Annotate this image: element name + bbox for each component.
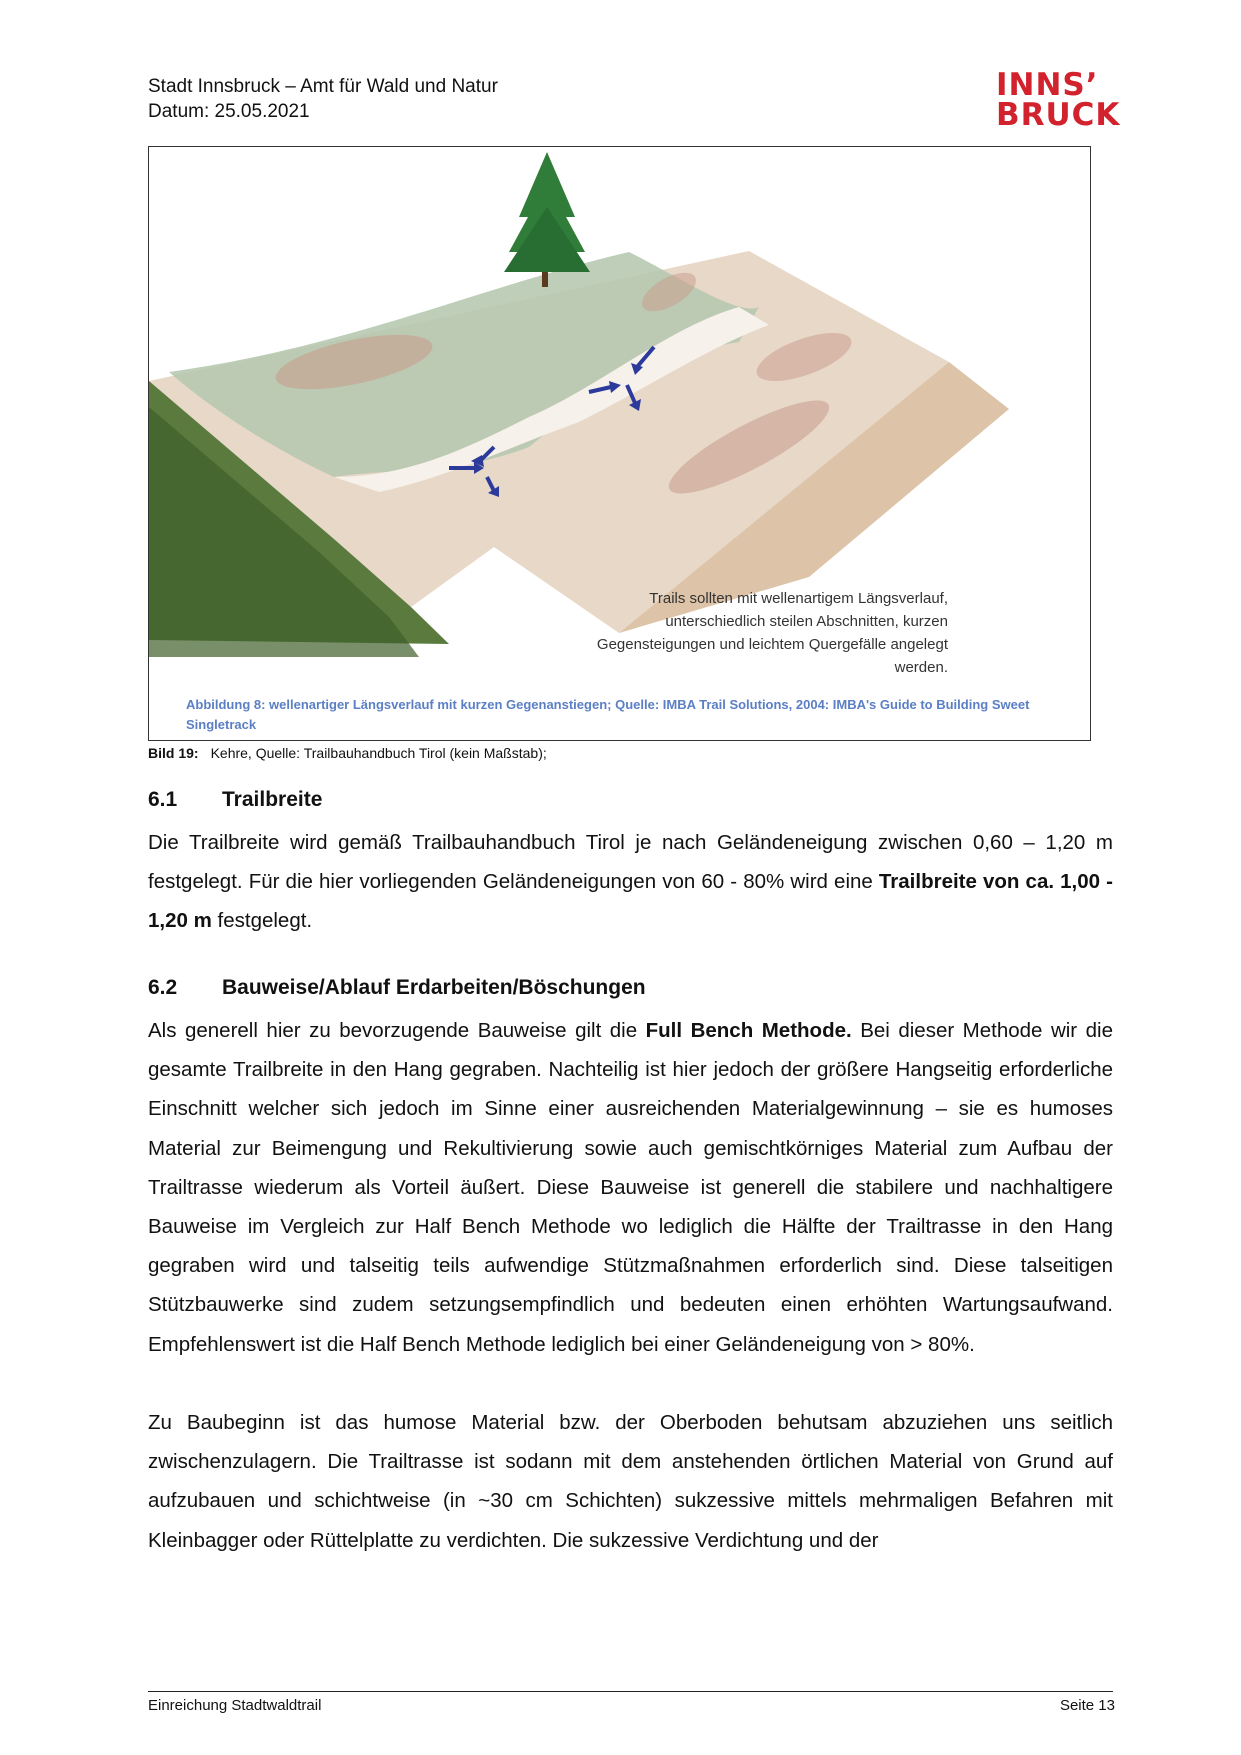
- header-date: Datum: 25.05.2021: [148, 101, 310, 122]
- section-number: 6.1: [148, 788, 178, 811]
- text-run: Die Trailbreite wird gemäß Trailbauhandbuch Tirol je nach Geländeneigung zwischen 0,60 – 1,20 m festgelegt. Für die hier vorliegenden Geländeneigungen von 60 - 80% wird eine: [148, 831, 1113, 894]
- paragraph-trailbreite: [148, 823, 1113, 941]
- caption-label: Bild 19:: [148, 745, 199, 761]
- footer-divider: [148, 1691, 1113, 1692]
- text-run-bold: Full Bench Methode.: [645, 1019, 852, 1042]
- section-heading-6-1: [148, 788, 322, 812]
- figure-inner-text: Trails sollten mit wellenartigem Längsverlauf, unterschiedlich steilen Abschnitten, kurzen Gegensteigungen und leichtem Quergefälle angelegt werden.: [596, 590, 948, 676]
- section-number: 6.2: [148, 976, 178, 999]
- caption-text: Kehre, Quelle: Trailbauhandbuch Tirol (kein Maßstab);: [210, 745, 547, 761]
- header-info: [148, 74, 498, 124]
- page-number: Seite 13: [1059, 1697, 1115, 1714]
- paragraph-baubeginn: Zu Baubeginn ist das humose Material bzw. der Oberboden behutsam abzuziehen uns seitlich zwischenzulagern. Die Trailtrasse ist sodann mit dem anstehenden örtlichen Material von Grund auf aufzubauen und schichtweise (in ~30 cm Schichten) sukzessive mittels mehrmaligen Befahren mit Kleinbagger oder Rüttelplatte zu verdichten. Die sukzessive Verdichtung und der: [148, 1411, 1113, 1552]
- text-run: Als generell hier zu bevorzugende Bauweise gilt die: [148, 1019, 646, 1042]
- figure-source: Abbildung 8: wellenartiger Längsverlauf mit kurzen Gegenanstiegen; Quelle: IMBA Trail Solutions, 2004: IMBA's Guide to Building Sweet Singletrack: [186, 697, 1030, 732]
- section-title: Trailbreite: [222, 788, 323, 811]
- text-run: Bei dieser Methode wir die gesamte Trailbreite in den Hang gegraben. Nachteilig ist hier jedoch der größere Hangseitig erforderliche Einschnitt welcher sich jedoch im Sinne einer ausreichenden Materialgewinnung – sie es humoses Material zur Beimengung und Rekultivierung sowie auch gemischtkörniges Material zum Aufbau der Trailtrasse wiederum als Vorteil äußert. Diese Bauweise ist generell die stabilere und nachhaltigere Bauweise im Vergleich zur Half Bench Methode wo lediglich die Hälfte der Trailtrasse in den Hang gegraben wird und talseitig teils aufwendige Stützmaßnahmen erforderlich sind. Diese talseitigen Stützbauwerke sind zudem setzungsempfindlich und bedeuten einen erhöhten Wartungsaufwand. Empfehlenswert ist die Half Bench Methode lediglich bei einer Geländeneigung von > 80%.: [148, 1019, 1113, 1356]
- text-run-bold: Trailbreite von ca. 1,00 - 1,20 m: [148, 870, 1113, 933]
- paragraph-bauweise: [148, 1011, 1113, 1364]
- figure-caption: [148, 745, 547, 761]
- logo-line1: INNS’: [996, 67, 1099, 103]
- footer-title: Einreichung Stadtwaldtrail: [148, 1697, 322, 1714]
- trail-illustration-figure: [148, 146, 1091, 741]
- pine-tree: [504, 152, 590, 287]
- section-title: Bauweise/Ablauf Erdarbeiten/Böschungen: [222, 976, 646, 999]
- innsbruck-logo: [996, 67, 1121, 133]
- text-run: festgelegt.: [211, 909, 313, 933]
- logo-line2: BRUCK: [996, 97, 1121, 133]
- header-office: Stadt Innsbruck – Amt für Wald und Natur: [148, 76, 498, 97]
- section-heading-6-2: [148, 976, 646, 1000]
